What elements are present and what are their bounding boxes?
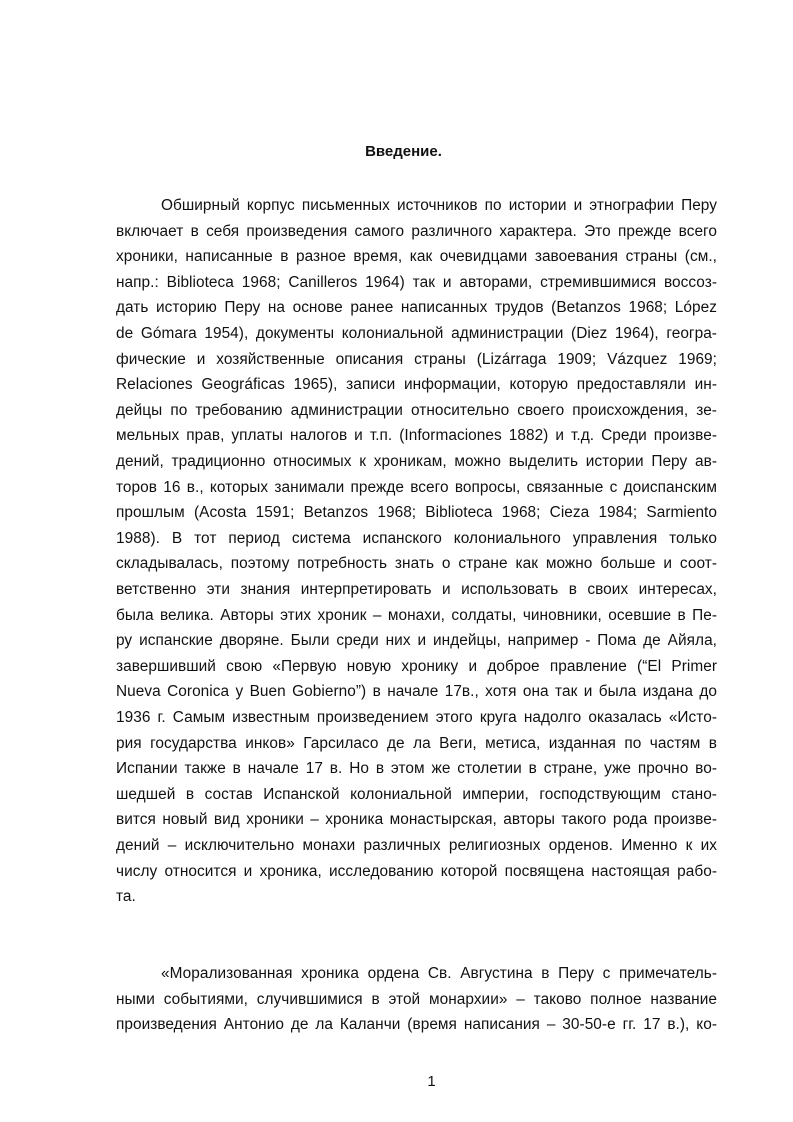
text-line: дений – исключительно монахи различных религиозных орденов. Именно к их	[116, 837, 717, 854]
text-line: 1988). В тот период система испанского колониального управления только	[116, 529, 717, 547]
text-line: de Gómara 1954), документы колониальной администрации (Diez 1964), геогра-	[116, 325, 717, 342]
text-line: Relaciones Geográficas 1965), записи информации, которую предоставляли ин-	[116, 376, 717, 394]
text-line: рия государства инков» Гарсиласо де ла Веги, метиса, изданная по частям в	[116, 734, 717, 752]
text-line: та.	[116, 888, 136, 906]
text-line: Nueva Coronica y Buen Gobierno”) в начале 17в., хотя она так и была издана до	[116, 683, 717, 701]
text-line: мельных прав, уплаты налогов и т.п. (Informaciones 1882) и т.д. Среди произве-	[116, 427, 717, 445]
text-line: Обширный корпус письменных источников по истории и этнографии Перу	[161, 197, 717, 214]
text-line: ру испанские дворяне. Были среди них и индейцы, например - Пома де Айяла,	[116, 632, 717, 650]
text-line: дений, традиционно относимых к хроникам, можно выделить истории Перу ав-	[116, 453, 717, 470]
text-line: была велика. Авторы этих хроник – монахи, солдаты, чиновники, осевшие в Пе-	[116, 606, 717, 624]
page-number: 1	[427, 1073, 436, 1090]
text-line: завершивший свою «Первую новую хронику и доброе правление (“El Primer	[116, 657, 717, 675]
text-line: вится новый вид хроники – хроника монастырская, авторы такого рода произве-	[116, 811, 717, 829]
text-line: фические и хозяйственные описания страны (Lizárraga 1909; Vázquez 1969;	[116, 350, 717, 368]
text-line: дейцы по требованию администрации относительно своего происхождения, зе-	[116, 401, 717, 419]
text-line: торов 16 в., которых занимали прежде всего вопросы, связанные с доиспанским	[116, 478, 717, 496]
text-line: числу относится и хроника, исследованию которой посвящена настоящая рабо-	[116, 862, 717, 880]
text-line: прошлым (Acosta 1591; Betanzos 1968; Biblioteca 1968; Cieza 1984; Sarmiento	[116, 504, 717, 522]
text-line: «Морализованная хроника ордена Св. Августина в Перу с примечатель-	[161, 965, 717, 982]
text-line: дать историю Перу на основе ранее написанных трудов (Betanzos 1968; López	[116, 299, 717, 317]
text-line: хроники, написанные в разное время, как очевидцами завоевания страны (см.,	[116, 248, 717, 266]
text-line: ными событиями, случившимися в этой монархии» – таково полное название	[116, 990, 717, 1008]
text-line: произведения Антонио де ла Каланчи (время написания – 30-50-е гг. 17 в.), ко-	[116, 1016, 717, 1034]
text-line: 1936 г. Самым известным произведением этого круга надолго оказалась «Исто-	[116, 709, 717, 726]
text-line: складывалась, поэтому потребность знать о стране как можно больше и соот-	[116, 555, 717, 573]
text-line: Испании также в начале 17 в. Но в этом же столетии в стране, уже прочно во-	[116, 760, 717, 778]
text-line: включает в себя произведения самого различного характера. Это прежде всего	[116, 222, 717, 240]
text-line: шедшей в состав Испанской колониальной империи, господствующим стано-	[116, 785, 717, 803]
text-line: ветственно эти знания интерпретировать и использовать в своих интересах,	[116, 581, 717, 598]
text-line: напр.: Biblioteca 1968; Canilleros 1964) так и авторами, стремившимися воссоз-	[116, 273, 717, 291]
page-title: Введение.	[365, 143, 442, 160]
